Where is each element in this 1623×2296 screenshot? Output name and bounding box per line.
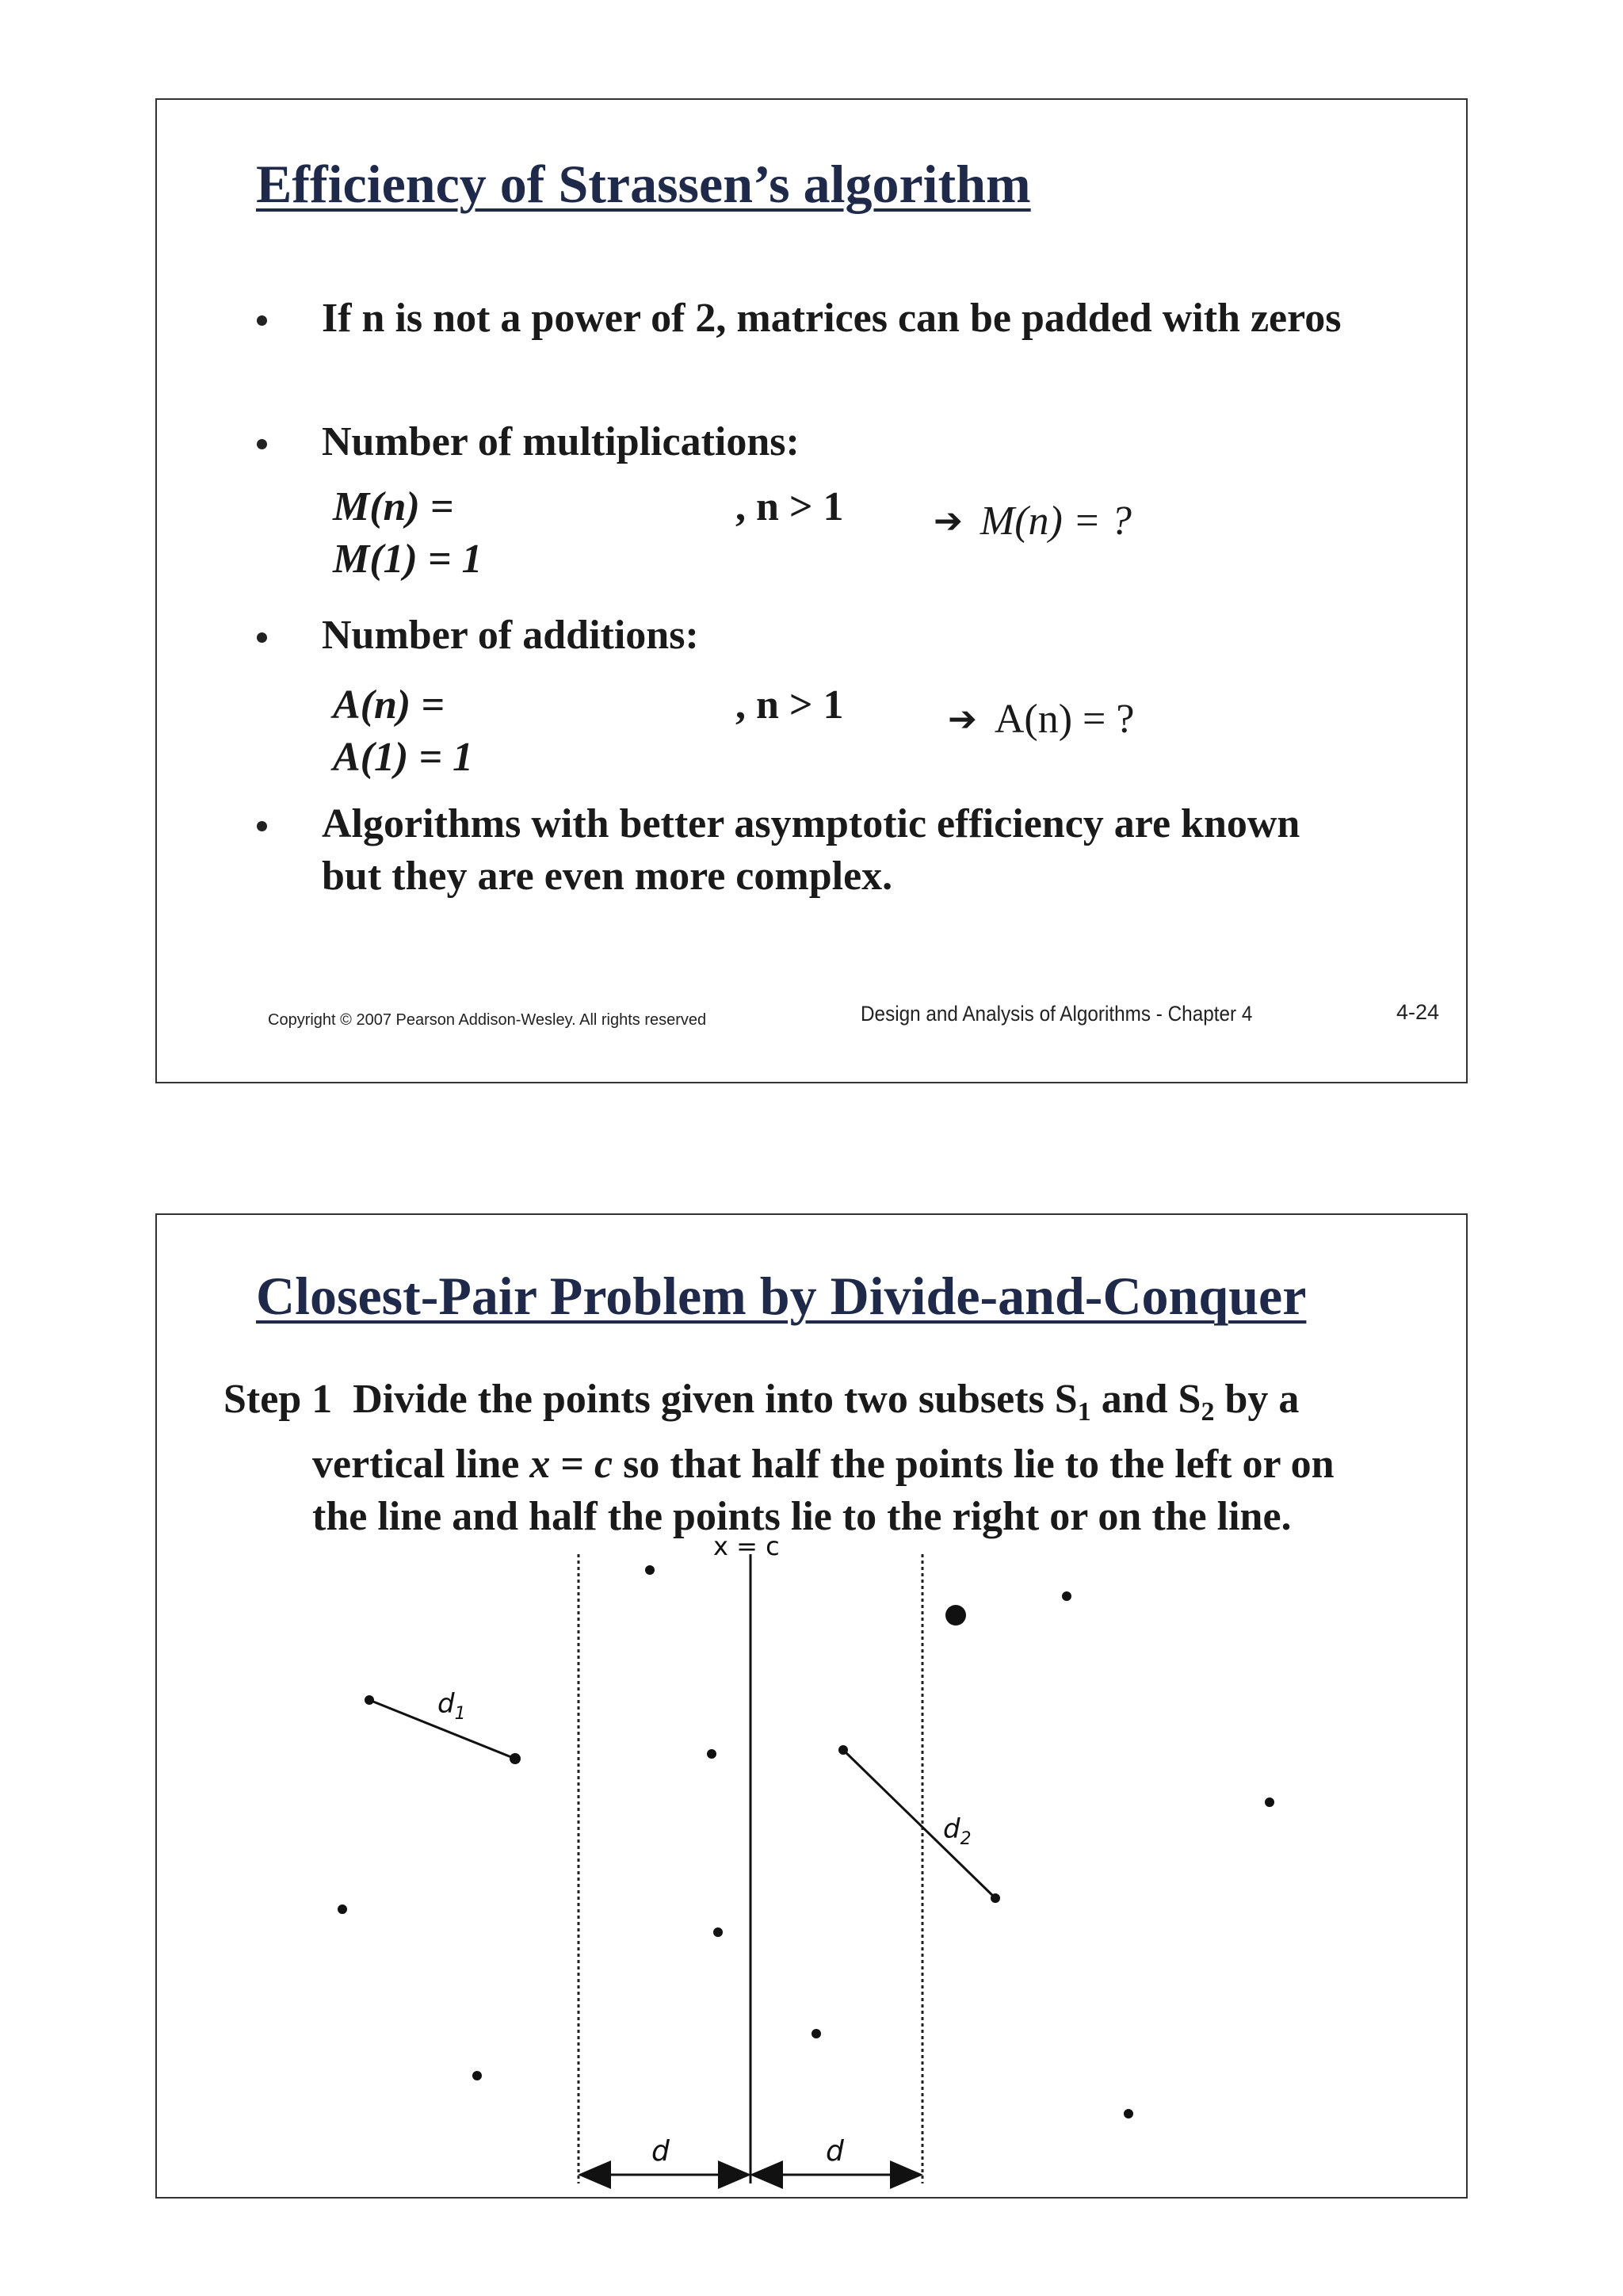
mult-recurrence-condition: , n > 1 bbox=[735, 484, 844, 529]
point bbox=[812, 2029, 821, 2038]
mult-recurrence-lhs: M(n) = bbox=[333, 484, 454, 529]
d1-label: $d_1$ bbox=[437, 1688, 466, 1724]
add-recurrence-lhs: A(n) = bbox=[333, 682, 445, 728]
point bbox=[645, 1565, 655, 1575]
footer-course: Design and Analysis of Algorithms - Chapter 4 bbox=[861, 1002, 1253, 1026]
bullet-dot bbox=[257, 632, 267, 643]
bullet-better-algorithms-line1: Algorithms with better asymptotic efficiency are known bbox=[322, 801, 1300, 846]
slide-closest-pair bbox=[155, 1213, 1468, 2199]
add-result: ➔ A(n) = ? bbox=[948, 697, 1135, 742]
bullet-dot bbox=[257, 439, 267, 449]
point bbox=[945, 1605, 966, 1626]
point bbox=[1124, 2109, 1133, 2118]
point bbox=[472, 2071, 482, 2080]
bullet-padding: If n is not a power of 2, matrices can be padded with zeros bbox=[322, 296, 1342, 341]
right-arrow-icon: ➔ bbox=[934, 501, 963, 541]
step-1-text: Step 1 Divide the points given into two subsets $S_1$ and $S_2$ by a vertical line x = c so that half the points lie to the left or on the line and half the points lie to the right or on the line. bbox=[223, 1377, 1335, 1539]
strip-left-width-label: d bbox=[651, 2135, 670, 2168]
slide-title: Closest-Pair Problem by Divide-and-Conquer bbox=[256, 1266, 1307, 1326]
d2-segment bbox=[843, 1750, 995, 1898]
mult-result: ➔ M(n) = ? bbox=[934, 499, 1132, 544]
d2-label: $d_2$ bbox=[943, 1813, 972, 1849]
right-arrow-icon: ➔ bbox=[948, 699, 977, 739]
points bbox=[338, 1565, 1274, 2118]
bullet-additions: Number of additions: bbox=[322, 613, 699, 658]
point bbox=[338, 1904, 347, 1914]
slide-strassen-efficiency bbox=[155, 98, 1468, 1083]
add-base-case: A(1) = 1 bbox=[333, 735, 473, 780]
point bbox=[713, 1927, 723, 1937]
point bbox=[1265, 1797, 1274, 1807]
dividing-line-label: x = c bbox=[713, 1531, 780, 1561]
point bbox=[707, 1749, 716, 1759]
bullet-better-algorithms-line2: but they are even more complex. bbox=[322, 854, 893, 899]
closest-pair-diagram bbox=[157, 1215, 1466, 2197]
footer-copyright: Copyright © 2007 Pearson Addison-Wesley. All rights reserved bbox=[268, 1011, 707, 1029]
add-recurrence-condition: , n > 1 bbox=[735, 682, 844, 728]
bullet-dot bbox=[257, 315, 267, 326]
strip-right-width-label: d bbox=[826, 2135, 844, 2168]
slide-title: Efficiency of Strassen’s algorithm bbox=[256, 154, 1031, 214]
bullet-multiplications: Number of multiplications: bbox=[322, 419, 800, 464]
point bbox=[1062, 1591, 1071, 1601]
footer-page-number: 4-24 bbox=[1396, 1000, 1440, 1024]
mult-base-case: M(1) = 1 bbox=[333, 537, 483, 582]
step-label: Step 1 bbox=[223, 1377, 333, 1422]
bullet-dot bbox=[257, 821, 267, 831]
